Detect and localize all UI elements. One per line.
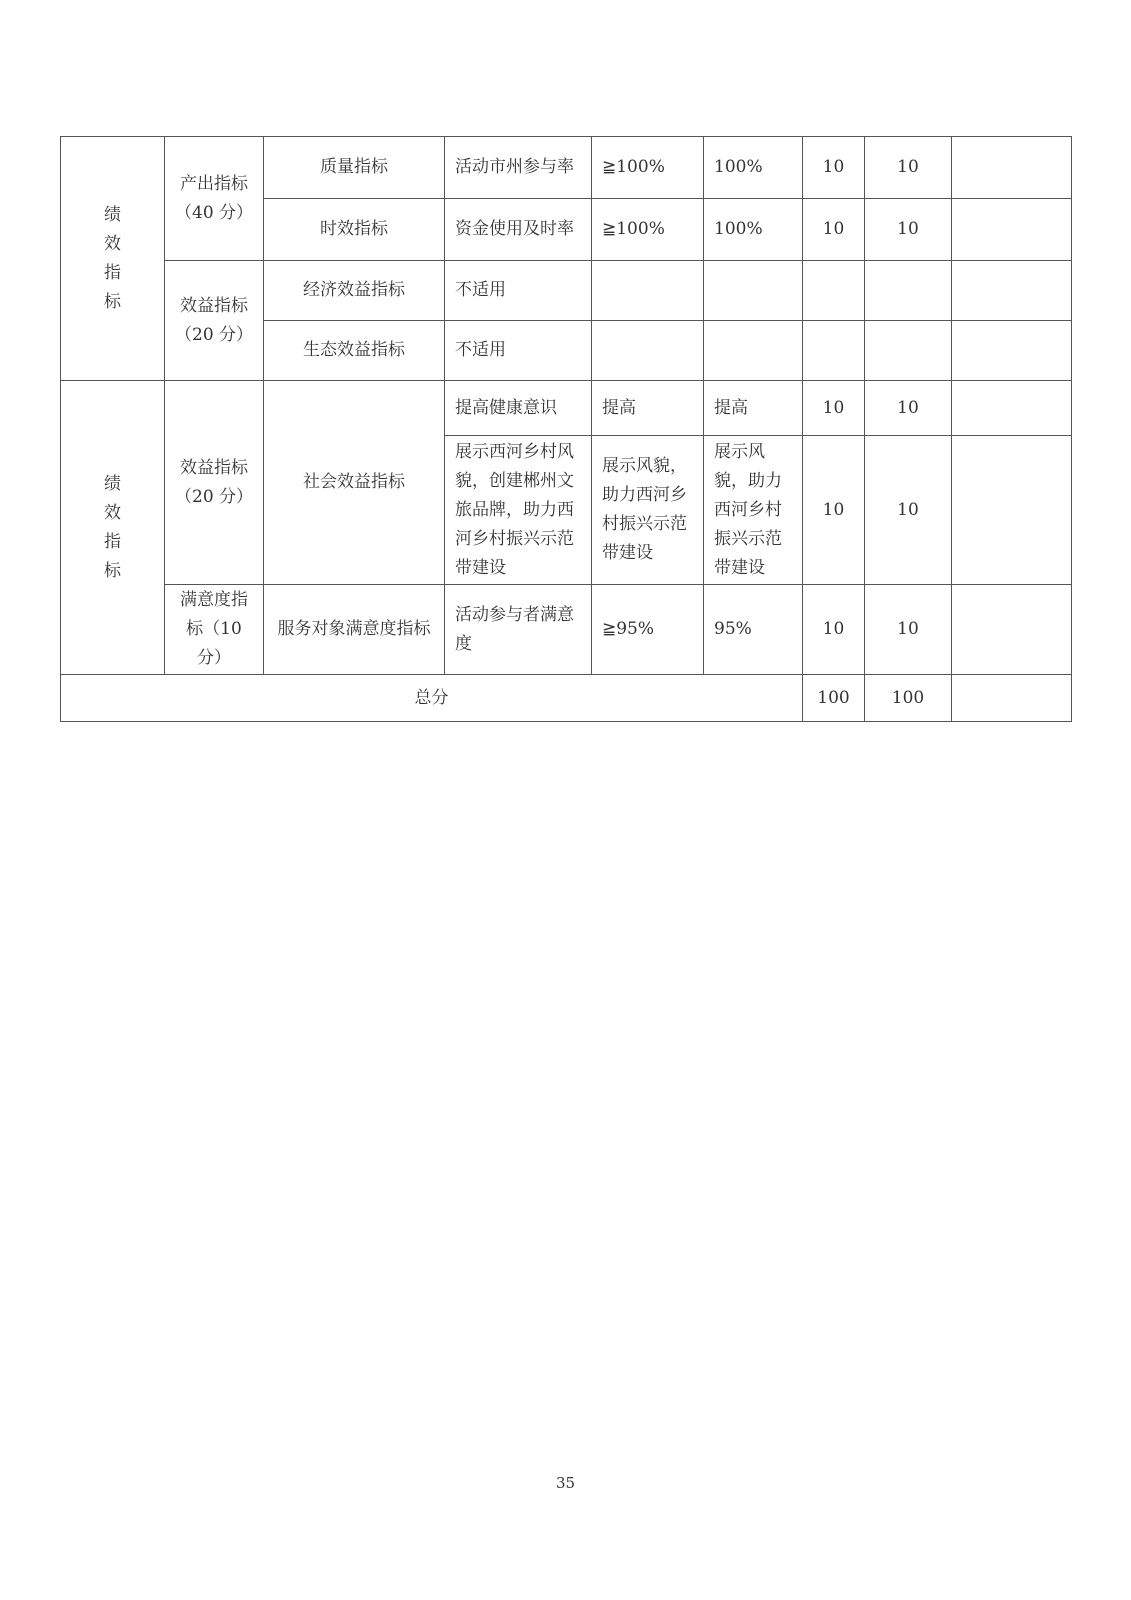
actual-cell	[704, 321, 803, 381]
note-cell	[952, 261, 1072, 321]
score-cell: 10	[865, 585, 952, 675]
weight-cell	[803, 261, 865, 321]
level2-satisfaction-cell: 满意度指标（10 分）	[165, 585, 264, 675]
score-cell: 10	[865, 381, 952, 436]
level1-label-cell: 绩 效 指 标	[61, 137, 165, 381]
target-cell: 提高	[592, 381, 704, 436]
actual-cell: 95%	[704, 585, 803, 675]
weight-cell: 10	[803, 381, 865, 436]
note-cell	[952, 137, 1072, 199]
score-cell	[865, 261, 952, 321]
weight-cell: 10	[803, 137, 865, 199]
score-cell: 10	[865, 199, 952, 261]
indicator-cell: 资金使用及时率	[445, 199, 592, 261]
note-cell	[952, 321, 1072, 381]
level2-benefit-cell: 效益指标（20 分）	[165, 381, 264, 585]
table-row	[61, 585, 1072, 675]
indicator-cell: 活动市州参与率	[445, 137, 592, 199]
score-cell: 10	[865, 436, 952, 585]
total-score-cell: 100	[865, 675, 952, 722]
indicator-cell: 提高健康意识	[445, 381, 592, 436]
actual-cell: 100%	[704, 137, 803, 199]
note-cell	[952, 585, 1072, 675]
performance-indicator-table	[60, 136, 1072, 722]
table-row	[61, 137, 1072, 199]
target-cell: ≧95%	[592, 585, 704, 675]
weight-cell	[803, 321, 865, 381]
target-cell	[592, 321, 704, 381]
target-cell: ≧100%	[592, 199, 704, 261]
page-number: 35	[555, 1474, 576, 1492]
actual-cell: 展示风貌，助力西河乡村振兴示范带建设	[704, 436, 803, 585]
score-cell	[865, 321, 952, 381]
total-label-cell: 总分	[61, 675, 803, 722]
actual-cell: 提高	[704, 381, 803, 436]
target-cell: ≧100%	[592, 137, 704, 199]
target-cell	[592, 261, 704, 321]
actual-cell	[704, 261, 803, 321]
level2-output-cell: 产出指标（40 分）	[165, 137, 264, 261]
level1-label-cell: 绩 效 指 标	[61, 381, 165, 675]
total-note-cell	[952, 675, 1072, 722]
indicator-cell: 展示西河乡村风貌，创建郴州文旅品牌，助力西河乡村振兴示范带建设	[445, 436, 592, 585]
table-row	[61, 261, 1072, 321]
total-row	[61, 675, 1072, 722]
level3-economic-cell: 经济效益指标	[264, 261, 445, 321]
level2-benefit-cell: 效益指标（20 分）	[165, 261, 264, 381]
total-weight-cell: 100	[803, 675, 865, 722]
weight-cell: 10	[803, 436, 865, 585]
level3-service-satisfaction-cell: 服务对象满意度指标	[264, 585, 445, 675]
level3-timeliness-cell: 时效指标	[264, 199, 445, 261]
note-cell	[952, 381, 1072, 436]
indicator-cell: 不适用	[445, 261, 592, 321]
weight-cell: 10	[803, 199, 865, 261]
level3-social-cell: 社会效益指标	[264, 381, 445, 585]
weight-cell: 10	[803, 585, 865, 675]
table-row	[61, 381, 1072, 436]
indicator-cell: 不适用	[445, 321, 592, 381]
level3-ecological-cell: 生态效益指标	[264, 321, 445, 381]
note-cell	[952, 199, 1072, 261]
score-cell: 10	[865, 137, 952, 199]
note-cell	[952, 436, 1072, 585]
indicator-cell: 活动参与者满意度	[445, 585, 592, 675]
level3-quality-cell: 质量指标	[264, 137, 445, 199]
target-cell: 展示风貌，助力西河乡村振兴示范带建设	[592, 436, 704, 585]
actual-cell: 100%	[704, 199, 803, 261]
